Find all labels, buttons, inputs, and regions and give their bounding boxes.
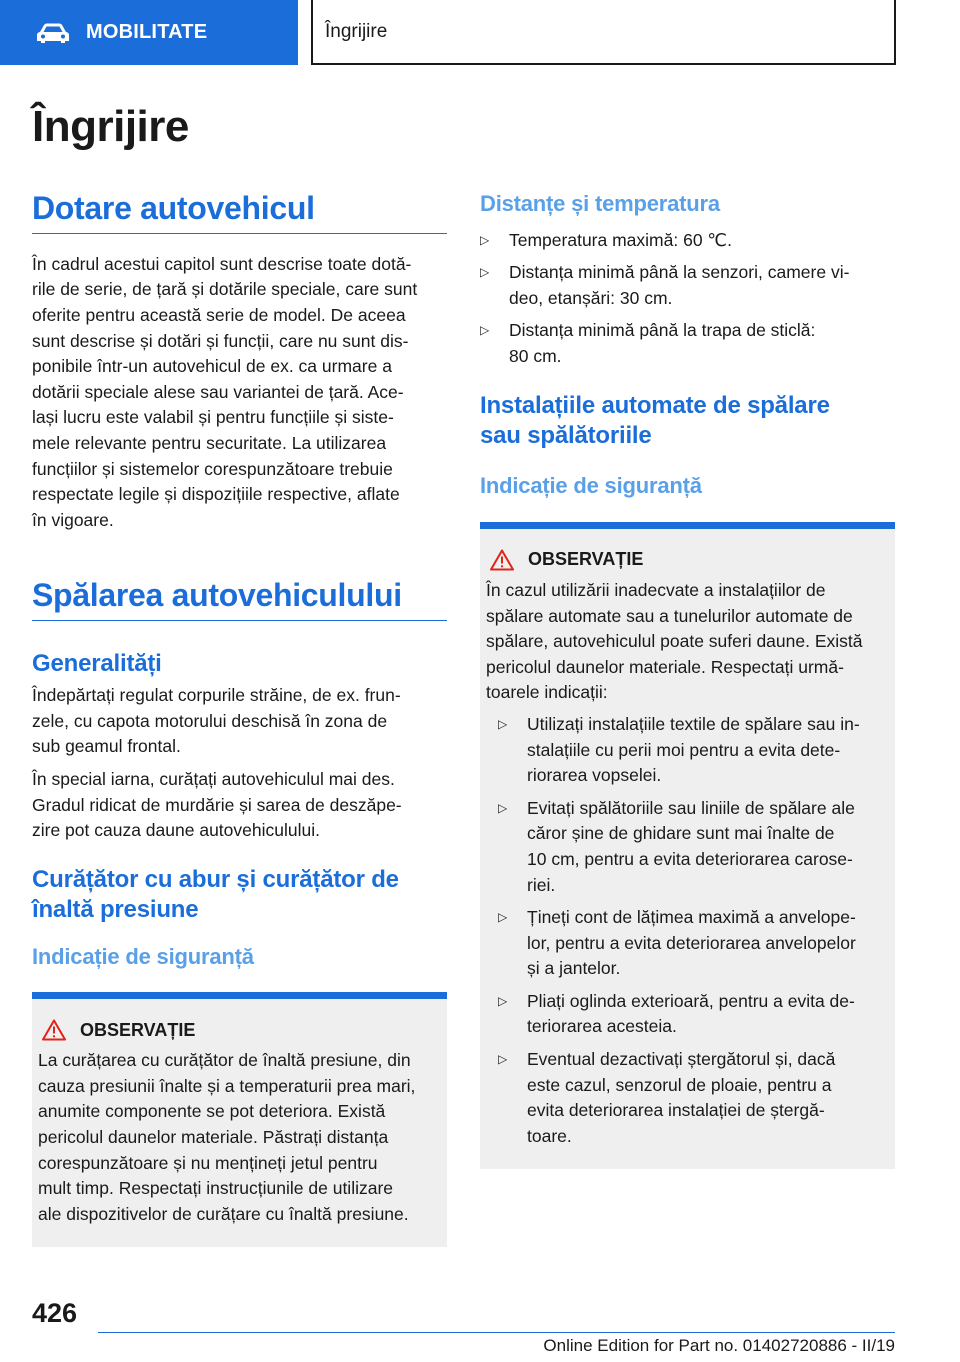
notice-right-item [498, 712, 887, 789]
footer-divider [98, 1332, 895, 1333]
dotare-line: rile de serie, de țară și dotările speciale, care sunt [32, 279, 418, 300]
notice-left-line: cauza presiunii înalte și a temperaturii prea mari, [38, 1075, 416, 1096]
notice-right-line: spălare automate sau a tunelurilor automate de [486, 605, 853, 626]
right-column [480, 190, 895, 1169]
triangle-bullet-icon: ▷ [480, 232, 490, 247]
notice-right-line: pericolul daunelor materiale. Respectați urmă- [486, 656, 844, 677]
notice-right-item [498, 905, 887, 982]
triangle-bullet-icon: ▷ [498, 1052, 508, 1067]
notice-right-item-line: Pliați oglinda exterioară, pentru a evita de- [527, 990, 855, 1011]
left-column [32, 190, 447, 1247]
paragraph-dotare [32, 252, 447, 534]
paragraph-generalitati-2 [32, 767, 447, 844]
notice-left-line: anumite componente se pot deteriora. Există [38, 1101, 386, 1122]
section-tab[interactable] [0, 0, 298, 65]
paragraph-generalitati-1 [32, 683, 447, 760]
heading-instalatii [480, 391, 895, 451]
generalitati-line: Îndepărtați regulat corpurile străine, de ex. frun- [32, 685, 401, 706]
dotare-line: oferite pentru această serie de model. De aceea [32, 304, 406, 325]
notice-title-right: OBSERVAȚIE [490, 549, 887, 571]
warning-triangle-icon [42, 1019, 66, 1041]
distante-item-line: 80 cm. [509, 345, 562, 366]
distante-item [480, 260, 895, 311]
dotare-line: sunt descrise și dotări și funcții, care nu sunt dis- [32, 330, 409, 351]
heading-distante: Distanțe și temperatura [480, 191, 720, 216]
distante-item [480, 228, 895, 254]
triangle-bullet-icon: ▷ [498, 800, 508, 815]
notice-right-item [498, 1047, 887, 1149]
notice-list-right [498, 712, 887, 1150]
notice-right-line: spălare, autovehiculul poate suferi daune. Există [486, 631, 863, 652]
notice-box-right [480, 522, 895, 1169]
footer-edition: Online Edition for Part no. 01402720886 - II/19 [543, 1336, 895, 1355]
distante-item-line: deo, etanșări: 30 cm. [509, 287, 673, 308]
notice-right-item-line: 10 cm, pentru a evita deteriorarea carose- [527, 848, 853, 869]
page-number: 426 [32, 1298, 78, 1328]
warning-triangle-icon [490, 549, 514, 571]
notice-right-item-line: riorarea vopselei. [527, 765, 662, 786]
notice-right-item-line: riei. [527, 874, 556, 895]
triangle-bullet-icon: ▷ [480, 265, 490, 280]
notice-right-item-line: teriorarea acesteia. [527, 1016, 677, 1037]
instalatii-heading-line: Instalațiile automate de spălare [480, 392, 830, 420]
dotare-line: funcțiilor și sistemelor corespunzătoare trebuie [32, 458, 393, 479]
notice-right-item-line: lor, pentru a evita deteriorarea anvelopelor [527, 932, 856, 953]
breadcrumb [311, 0, 896, 65]
notice-box-left [32, 992, 447, 1247]
generalitati-line: Gradul ridicat de murdărie și sarea de deszăpe- [32, 794, 402, 815]
distante-item-line: Distanța minimă până la trapa de sticlă: [509, 320, 816, 341]
notice-right-item-line: Eventual dezactivați ștergătorul și, dacă [527, 1049, 836, 1070]
notice-right-item-line: toare. [527, 1125, 572, 1146]
heading-spalare: Spălarea autovehiculului [32, 577, 447, 621]
notice-left-line: ale dispozitivelor de curățare cu înaltă presiune. [38, 1203, 409, 1224]
triangle-bullet-icon: ▷ [498, 993, 508, 1008]
notice-text-left [38, 1048, 439, 1227]
notice-right-item-line: Evitați spălătoriile sau liniile de spălare ale [527, 797, 855, 818]
heading-generalitati: Generalități [32, 650, 162, 678]
notice-right-item-line: căror șine de ghidare sunt mai înalte de [527, 823, 835, 844]
curatator-heading-line: Curățător cu abur și curățător de [32, 865, 399, 893]
notice-left-line: mult timp. Respectați instrucțiunile de utilizare [38, 1178, 394, 1199]
dotare-line: mele relevante pentru securitate. La utilizarea [32, 432, 387, 453]
dotare-line: în vigoare. [32, 509, 114, 530]
notice-left-line: corespunzătoare și nu mențineți jetul pentru [38, 1152, 378, 1173]
triangle-bullet-icon: ▷ [498, 910, 508, 925]
notice-right-item-line: stalațiile cu perii moi pentru a evita dete- [527, 739, 841, 760]
car-icon [36, 22, 70, 44]
dotare-line: ponibile într-un autovehicul de ex. ca urmare a [32, 356, 392, 377]
curatator-heading-line: înaltă presiune [32, 895, 199, 923]
subheading-siguranta-right: Indicație de siguranță [480, 473, 702, 499]
notice-right-item-line: este cazul, senzorul de ploaie, pentru a [527, 1074, 832, 1095]
notice-left-line: pericolul daunelor materiale. Păstrați distanța [38, 1126, 389, 1147]
dotare-line: respectate legile și dispozițiile respective, aflate [32, 484, 400, 505]
notice-left-line: La curățarea cu curățător de înaltă presiune, din [38, 1050, 411, 1071]
list-distante [480, 228, 895, 370]
distante-item [480, 318, 895, 369]
dotare-line: dotării speciale alese sau variantei de țară. Ace- [32, 381, 404, 402]
triangle-bullet-icon: ▷ [480, 323, 490, 338]
notice-right-line: În cazul utilizării inadecvate a instalațiilor de [486, 579, 826, 600]
notice-right-item [498, 796, 887, 898]
notice-right-item [498, 989, 887, 1040]
distante-item-line: Temperatura maximă: 60 ℃. [509, 229, 732, 250]
distante-item-line: Distanța minimă până la senzori, camere vi- [509, 262, 850, 283]
heading-dotare: Dotare autovehicul [32, 190, 447, 234]
dotare-line: În cadrul acestui capitol sunt descrise toate dotă- [32, 253, 412, 274]
notice-right-item-line: și a jantelor. [527, 958, 621, 979]
page-title: Îngrijire [32, 102, 189, 151]
triangle-bullet-icon: ▷ [498, 716, 508, 731]
notice-right-item-line: Utilizați instalațiile textile de spălare sau in- [527, 713, 860, 734]
notice-right-item-line: Țineți cont de lățimea maximă a anvelope- [527, 907, 856, 928]
notice-right-item-line: evita deteriorarea instalației de ștergă- [527, 1100, 825, 1121]
heading-curatator [32, 865, 447, 925]
generalitati-line: zele, cu capota motorului deschisă în zona de [32, 710, 388, 731]
notice-text-right [486, 578, 887, 706]
notice-right-line: toarele indicații: [486, 682, 608, 703]
notice-title-left: OBSERVAȚIE [42, 1019, 439, 1041]
subheading-siguranta-left: Indicație de siguranță [32, 943, 254, 969]
section-tab-label: MOBILITATE [86, 21, 208, 43]
dotare-line: lași lucru este valabil și pentru funcțiile și siste- [32, 407, 394, 428]
generalitati-line: În special iarna, curățați autovehiculul mai des. [32, 768, 395, 789]
instalatii-heading-line: sau spălătoriile [480, 422, 652, 450]
generalitati-line: zire pot cauza daune autovehiculului. [32, 820, 320, 841]
generalitati-line: sub geamul frontal. [32, 736, 181, 757]
breadcrumb-label: Îngrijire [325, 20, 388, 42]
